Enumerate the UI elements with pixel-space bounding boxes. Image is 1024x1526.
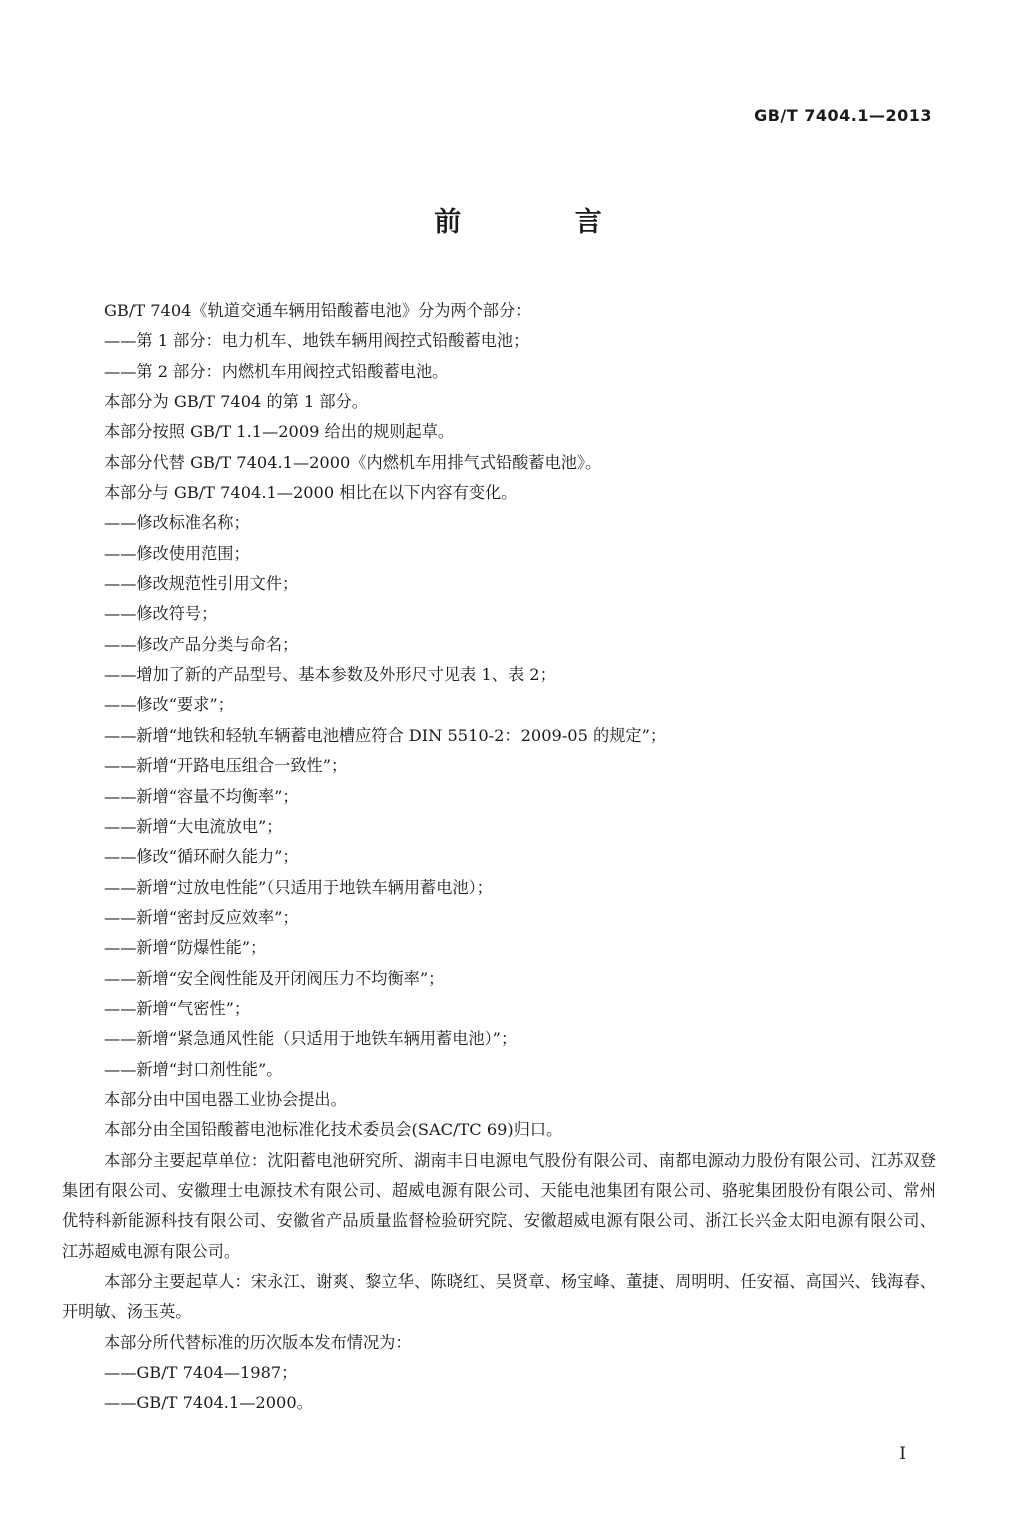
- paragraph: ——新增“紧急通风性能（只适用于地铁车辆用蓄电池）”；: [104, 1029, 518, 1049]
- page-title: 前 言: [434, 207, 654, 238]
- paragraph: ——新增“安全阀性能及开闭阀压力不均衡率”；: [104, 968, 445, 988]
- paragraph: 本部分所代替标准的历次版本发布情况为：: [104, 1332, 412, 1352]
- paragraph: GB/T 7404《轨道交通车辆用铅酸蓄电池》分为两个部分：: [104, 301, 532, 320]
- paragraph: ——新增“地铁和轻轨车辆蓄电池槽应符合 DIN 5510-2：2009-05 的规定”；: [104, 725, 667, 745]
- paragraph: ——GB/T 7404.1—2000。: [104, 1393, 313, 1413]
- paragraph: ——修改符号；: [104, 604, 218, 624]
- paragraph: ——修改标准名称；: [104, 513, 250, 533]
- paragraph: ——新增“封口剂性能”。: [104, 1059, 283, 1079]
- paragraph: 本部分与 GB/T 7404.1—2000 相比在以下内容有变化。: [104, 483, 518, 503]
- paragraph: ——新增“过放电性能”（只适用于地铁车辆用蓄电池）；: [104, 877, 493, 897]
- paragraph: ——修改规范性引用文件；: [104, 574, 299, 594]
- paragraph: 本部分由全国铅酸蓄电池标准化技术委员会(SAC/TC 69)归口。: [104, 1120, 563, 1140]
- paragraph: 本部分主要起草单位：沈阳蓄电池研究所、湖南丰日电源电气股份有限公司、南都电源动力股份有限公司、江苏双登集团有限公司、安徽理士电源技术有限公司、超威电源有限公司、天能电池集团有限公司、骆驼集团股份有限公司、常州优特科新能源科技有限公司、安徽省产品质量监督检验研究院、安徽超威电源有限公司、浙江长兴金太阳电源有限公司、江苏超威电源有限公司。: [62, 1150, 936, 1261]
- paragraph: ——第 2 部分：内燃机车用阀控式铅酸蓄电池。: [104, 361, 449, 381]
- paragraph: ——新增“防爆性能”；: [104, 938, 267, 958]
- paragraph: ——新增“容量不均衡率”；: [104, 786, 299, 806]
- paragraph: ——第 1 部分：电力机车、地铁车辆用阀控式铅酸蓄电池；: [104, 331, 530, 351]
- paragraph: ——增加了新的产品型号、基本参数及外形尺寸见表 1、表 2；: [104, 665, 556, 685]
- paragraph: ——新增“大电流放电”；: [104, 816, 283, 836]
- paragraph: ——GB/T 7404—1987；: [104, 1363, 298, 1383]
- paragraph: 本部分主要起草人：宋永江、谢爽、黎立华、陈晓红、吴贤章、杨宝峰、董捷、周明明、任安福、高国兴、钱海春、开明敏、汤玉英。: [62, 1272, 936, 1322]
- paragraph: ——修改产品分类与命名；: [104, 634, 299, 654]
- paragraph: ——修改“要求”；: [104, 695, 234, 715]
- paragraph: ——新增“开路电压组合一致性”；: [104, 756, 348, 776]
- paragraph: 本部分代替 GB/T 7404.1—2000《内燃机车用排气式铅酸蓄电池》。: [104, 452, 602, 472]
- paragraph: 本部分按照 GB/T 1.1—2009 给出的规则起草。: [104, 422, 455, 442]
- foreword-body: [62, 296, 936, 1419]
- paragraph: ——修改使用范围；: [104, 543, 250, 563]
- paragraph: 本部分由中国电器工业协会提出。: [104, 1089, 347, 1109]
- paragraph: ——新增“气密性”；: [104, 998, 251, 1018]
- standard-code: GB/T 7404.1—2013: [754, 106, 932, 125]
- paragraph: ——修改“循环耐久能力”；: [104, 847, 299, 867]
- paragraph: 本部分为 GB/T 7404 的第 1 部分。: [104, 392, 368, 412]
- page-number: I: [899, 1444, 906, 1464]
- paragraph: ——新增“密封反应效率”；: [104, 907, 299, 927]
